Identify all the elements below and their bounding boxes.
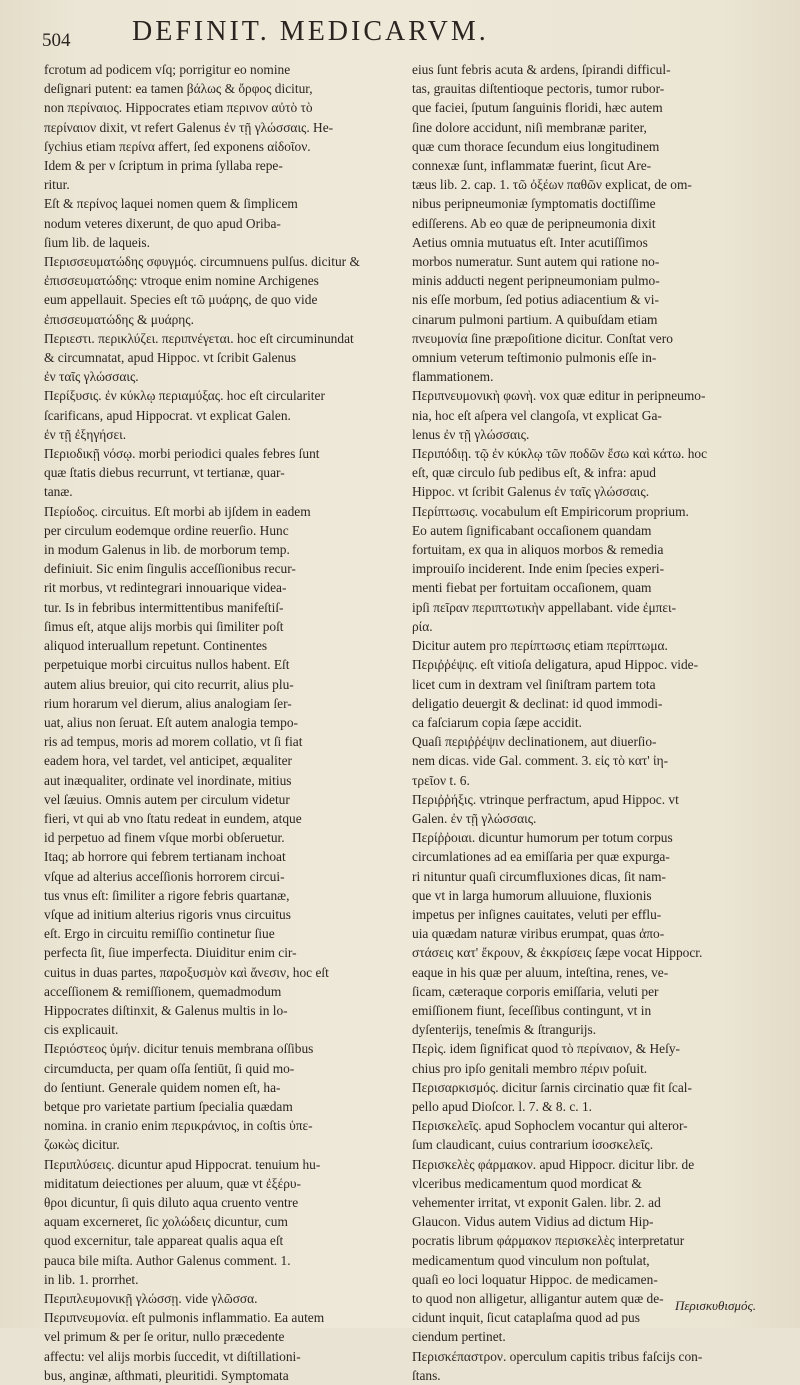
text-line: bus, anginæ, aſthmati, pleuritidi. Symptomata <box>44 1367 289 1383</box>
text-line: quaſi eo loci loquatur Hippoc. de medicamen- <box>412 1271 658 1287</box>
text-line: Περιοδικῇ νόσῳ. morbi periodici quales febres ſunt <box>44 446 320 462</box>
text-line: vel primum & per ſe oritur, nullo præcedente <box>44 1329 285 1345</box>
text-line: connexæ ſunt, inflammatæ fuerint, ſicut Are- <box>412 158 652 174</box>
text-line: omnium veterum teſtimonio pulmonis eſſe in- <box>412 350 657 366</box>
text-line: improuiſo inciderent. Inde enim ſpecies experi- <box>412 561 665 577</box>
text-line: autem alius breuior, qui cito recurrit, alius plu- <box>44 676 294 692</box>
text-line: eadem hora, vel tardet, vel anticipet, æqualiter <box>44 753 292 769</box>
text-line: pocratis librum φάρμακον περισκελὲς interpretatur <box>412 1233 685 1249</box>
text-line: quæ ſtatis diebus recurrunt, vt tertianæ, quar- <box>44 465 285 481</box>
text-line: pello apud Dioſcor. l. 7. & 8. c. 1. <box>412 1098 593 1114</box>
text-line: Idem & per ν ſcriptum in prima ſyllaba repe- <box>44 158 283 174</box>
text-line: Περίῤῥοιαι. dicuntur humorum per totum corpus <box>412 830 673 846</box>
text-line: cidunt inquit, ſicut cataplaſma quod ad pus <box>412 1310 640 1326</box>
text-line: definiuit. Sic enim ſingulis acceſſionibus recur- <box>44 561 296 577</box>
text-line: vel ſæuius. Omnis autem per circulum videtur <box>44 791 290 807</box>
text-line: eaque in his quæ per aluum, inteſtina, renes, ve- <box>412 964 669 980</box>
text-line: Eſt & περίνος laquei nomen quem & ſimplicem <box>44 196 298 212</box>
text-line: aquam excerneret, ſic χολώδεις dicuntur, cum <box>44 1214 288 1230</box>
catchword: Περισκυθισμός. <box>675 1298 756 1313</box>
text-line: emiſſionem fiunt, ſeceſſibus contingunt, vt in <box>412 1002 652 1018</box>
text-line: nia, hoc eſt aſpera vel clangoſa, vt explicat Ga- <box>412 407 662 423</box>
text-line: perfecta ſit, ſiue imperfecta. Diuiditur enim cir- <box>44 945 297 961</box>
text-line: tæus lib. 2. cap. 1. τῶ ὀξέων παθῶν explicat, de om- <box>412 177 692 193</box>
text-line: id perpetuo ad finem vſque morbi obſeruetur. <box>44 830 285 846</box>
text-line: cinarum pulmoni partium. A quibuſdam etiam <box>412 311 658 327</box>
text-line: nomina. in cranio enim περικράνιος, in coſtis ὑπε- <box>44 1118 313 1134</box>
text-line: ſimus eſt, atque alijs morbis qui ſimiliter poſt <box>44 618 284 634</box>
text-line: Περισσευματώδης σφυγμός. circumnuens pulſus. dicitur & <box>44 254 360 270</box>
text-line: Περιπλύσεις. dicuntur apud Hippocrat. tenuium hu- <box>44 1156 321 1172</box>
text-line: Περιπόδιῃ. τῷ ἐν κύκλῳ τῶν ποδῶν ἔσω καὶ κάτω. hoc <box>412 446 708 462</box>
page-number: 504 <box>42 30 71 51</box>
text-line: rit morbus, vt redintegrari innouarique videa- <box>44 580 287 596</box>
text-line: Περὶς. idem ſignificat quod τὸ περίναιον, & Heſy- <box>412 1041 680 1057</box>
text-line: impetus per inſignes cauitates, veluti per efflu- <box>412 906 662 922</box>
left-column <box>44 60 376 1383</box>
text-line: Περιόστεος ὑμήν. dicitur tenuis membrana oſſibus <box>44 1041 314 1057</box>
text-line: Quaſi περιῤῥέψιν declinationem, aut diuerſio- <box>412 734 657 750</box>
text-line: do ſentiunt. Generale quidem nomen eſt, ha- <box>44 1079 281 1095</box>
text-line: Dicitur autem pro περίπτωσις etiam περίπτωμα. <box>412 638 668 654</box>
text-line: ρία. <box>412 618 433 634</box>
text-line: ris ad tempus, moris ad morem collatio, vt ſi fiat <box>44 734 303 750</box>
text-line: que faciei, ſputum ſanguinis floridi, hæc autem <box>412 100 663 116</box>
text-line: morbos numeratur. Sunt autem qui ratione no- <box>412 254 660 270</box>
text-line: lenus ἐν τῇ γλώσσαις. <box>412 426 530 442</box>
text-line: ſcarificans, apud Hippocrat. vt explicat Galen. <box>44 407 291 423</box>
running-head: DEFINIT. MEDICARVM. <box>132 16 489 47</box>
page-header <box>42 14 782 52</box>
text-line: nibus peripneumoniæ ſymptomatis doctiſſime <box>412 196 656 212</box>
right-column <box>412 60 744 1383</box>
text-line: nodum veteres dixerunt, de quo apud Oriba- <box>44 215 281 231</box>
text-line: ſtans. <box>412 1367 441 1383</box>
text-line: eum appellauit. Species eſt τῶ μυάρης, de quo vide <box>44 292 318 308</box>
text-line: ſicam, cæteraque corporis emiſſaria, veluti per <box>412 983 659 999</box>
text-line: Περίοδος. circuitus. Eſt morbi ab ijſdem in eadem <box>44 503 311 519</box>
text-line: in modum Galenus in lib. de morborum temp. <box>44 542 290 558</box>
text-line: quod excernitur, tale appareat qualis aqua eſt <box>44 1233 284 1249</box>
text-line: quæ cum thorace ſecundum eius longitudinem <box>412 138 660 154</box>
text-line: Itaq; ab horrore qui febrem tertianam inchoat <box>44 849 286 865</box>
text-line: Περιπνευμονία. eſt pulmonis inflammatio. Ea autem <box>44 1310 325 1326</box>
text-line: ritur. <box>44 177 70 193</box>
text-line: Glaucon. Vidus autem Vidius ad dictum Hip- <box>412 1214 654 1230</box>
text-line: aliquod interuallum repetunt. Continentes <box>44 638 268 654</box>
text-line: uia quædam naturæ viribus erumpat, quas ἀπο- <box>412 926 665 942</box>
text-line: περίναιον dixit, vt refert Galenus ἐν τῇ γλώσσαις. He- <box>44 119 334 135</box>
text-line: Περισαρκισμός. dicitur ſarnis circinatio quæ fit ſcal- <box>412 1079 692 1095</box>
text-line: eius ſunt febris acuta & ardens, ſpirandi difficul- <box>412 62 671 77</box>
text-line: flammationem. <box>412 369 494 385</box>
text-line: to quod non alligetur, alligantur autem quæ de- <box>412 1291 664 1306</box>
text-line: circumlationes ad ea emiſſaria per quæ expurga- <box>412 849 670 865</box>
text-line: fieri, vt qui ab vno ſtatu redeat in eundem, atque <box>44 810 302 826</box>
text-line: Aetius omnia mutuatus eſt. Inter acutiſſimos <box>412 234 648 250</box>
text-line: Περισκελεῖς. apud Sophoclem vocantur qui alteror- <box>412 1118 688 1134</box>
text-line: nem dicas. vide Gal. comment. 3. εἰς τὸ κατ' ἰη- <box>412 753 669 769</box>
text-line: ri nituntur quaſi circumfluxiones dicas, ſit nam- <box>412 868 666 884</box>
text-line: τρεῖον t. 6. <box>412 772 470 788</box>
text-line: Περίξυσις. ἐν κύκλῳ περιαμύξας. hoc eſt circulariter <box>44 388 325 404</box>
text-line: θροι dicuntur, ſi quis diluto aqua cruento ventre <box>44 1194 299 1210</box>
text-line: menti fiebat per fortuitam occaſionem, quam <box>412 580 652 596</box>
text-line: & circumnatat, apud Hippoc. vt ſcribit Galenus <box>44 350 297 366</box>
text-line: perpetuique morbi circuitus nullos habent. Eſt <box>44 657 290 673</box>
text-line: licet cum in dextram vel ſiniſtram partem tota <box>412 676 656 692</box>
text-line: Περισκέπαστρον. operculum capitis tribus faſcijs con- <box>412 1348 703 1364</box>
text-line: ca faſciarum copia ſæpe accidit. <box>412 714 582 730</box>
text-line: non περίναιος. Hippocrates etiam περινον αὐτὸ τὸ <box>44 100 313 116</box>
text-line: vſque ad initium alterius rigoris vnus circuitus <box>44 906 291 922</box>
text-line: Περισκελὲς φάρμακον. apud Hippocr. dicitur libr. de <box>412 1156 695 1172</box>
text-line: cuitus in duas partes, παροξυσμὸν καὶ ἄνεσιν, hoc eſt <box>44 964 329 980</box>
text-line: ſium lib. de laqueis. <box>44 234 150 250</box>
text-line: ſum claudicant, cuius contrarium ἰσοσκελεῖς. <box>412 1137 654 1153</box>
text-line: ediſſerens. Ab eo quæ de peripneumonia dixit <box>412 215 656 231</box>
text-line: ciendum pertinet. <box>412 1329 506 1345</box>
text-line: tus vnus eſt: ſimiliter a rigore febris quartanæ, <box>44 887 290 903</box>
text-line: Περιεστι. περικλύζει. περιπνέγεται. hoc eſt circuminundat <box>44 330 354 346</box>
text-line: minis adducti negent peripneumoniam pulmo- <box>412 273 660 289</box>
text-line: Περιῤῥήξις. vtrinque perfractum, apud Hippoc. vt <box>412 791 679 807</box>
text-line: dyſenterijs, teneſmis & ſtrangurijs. <box>412 1022 597 1038</box>
text-line: Περίπτωσις. vocabulum eſt Empiricorum proprium. <box>412 503 689 519</box>
text-line: aut inæqualiter, ordinate vel inordinate, mitius <box>44 772 292 788</box>
text-line: betque pro varietate partium ſpecialia quædam <box>44 1098 293 1114</box>
text-line: ἐπισσευματώδης: vtroque enim nomine Archigenes <box>44 273 319 289</box>
text-line: eſt, quæ circulo ſub pedibus eſt, & infra: apud <box>412 465 656 481</box>
text-line: ἐπισσευματώδης & μυάρης. <box>44 311 194 327</box>
text-line: in lib. 1. prorrhet. <box>44 1271 139 1287</box>
text-line: tas, grauitas diſtentioque pectoris, tumor rubor- <box>412 81 665 97</box>
text-line: nis eſſe morbum, ſed potius adiacentium & vi- <box>412 292 659 308</box>
text-line: πνευμονία ſine præpoſitione dicitur. Conſtat vero <box>412 330 673 346</box>
text-line: que vt in larga humorum alluuione, fluxionis <box>412 887 652 903</box>
text-line: vſque ad alterius acceſſionis horrorem circui- <box>44 868 285 884</box>
text-line: vehementer irritat, vt exponit Galen. libr. 2. ad <box>412 1194 661 1210</box>
text-line: ζωκὼς dicitur. <box>44 1137 120 1153</box>
text-line: fcrotum ad podicem vſq; porrigitur eo nomine <box>44 62 291 77</box>
text-line: Hippocrates diſtinxit, & Galenus multis in lo- <box>44 1002 288 1018</box>
text-line: Eo autem ſignificabant occaſionem quandam <box>412 522 652 538</box>
text-line: acceſſionem & remiſſionem, quemadmodum <box>44 983 282 999</box>
text-line: στάσεις κατ' ἔκρουν, & ἐκκρίσεις ſæpe vocat Hippocr. <box>412 945 703 961</box>
text-line: uat, alius non ſeruat. Eſt autem analogia tempo- <box>44 714 298 730</box>
text-line: Περιπλευμονικῇ γλώσσῃ. vide γλῶσσα. <box>44 1291 258 1306</box>
text-line: Galen. ἐν τῇ γλώσσαις. <box>412 810 537 826</box>
text-line: pauca bile miſta. Author Galenus comment. 1. <box>44 1252 291 1268</box>
text-line: miditatum deiectiones per aluum, quæ vt ἐξέρυ- <box>44 1175 302 1191</box>
text-line: Περιπνευμονικὴ φωνὴ. vox quæ editur in peripneumo- <box>412 388 706 404</box>
text-line: deligatio deuergit & declinat: id quod immodi- <box>412 695 663 711</box>
text-line: ſychius etiam περίνα affert, ſed exponens αἰδοῖον. <box>44 138 311 154</box>
text-line: ſine dolore accidunt, niſi membranæ pariter, <box>412 119 647 135</box>
text-line: eſt. Ergo in circuitu remiſſio continetur ſiue <box>44 926 275 942</box>
text-line: ipſi πεῖραν περιπτωτικὴν appellabant. vide ἐμπει- <box>412 599 677 615</box>
text-line: ἐν τῇ ἐξηγήσει. <box>44 426 127 442</box>
text-line: medicamentum quod vinculum non poſtulat, <box>412 1252 650 1268</box>
text-line: per circulum eodemque ordine reuerſio. Hunc <box>44 522 289 538</box>
text-line: vlceribus medicamentum quod mordicat & <box>412 1175 642 1191</box>
text-line: affectu: vel alijs morbis ſuccedit, vt diſtillationi- <box>44 1348 301 1364</box>
text-line: tur. Is in febribus intermittentibus manifeſtiſ- <box>44 599 284 615</box>
text-line: Hippoc. vt ſcribit Galenus ἐν ταῖς γλώσσαις. <box>412 484 650 500</box>
text-line: ἐν ταῖς γλώσσαις. <box>44 369 139 385</box>
text-line: fortuitam, ex qua in aliquos morbos & remedia <box>412 542 664 558</box>
text-line: chius pro ipſo genitali membro πέριν poſuit. <box>412 1060 648 1076</box>
text-line: tanæ. <box>44 484 73 500</box>
text-line: deſignari putent: ea tamen βάλως & ὄρφος dicitur, <box>44 81 313 97</box>
text-line: Περιῤῥέψις. eſt vitioſa deligatura, apud Hippoc. vide- <box>412 657 699 673</box>
text-line: rium horarum vel dierum, alius analogiam ſer- <box>44 695 292 711</box>
text-line: cis explicauit. <box>44 1022 119 1038</box>
text-line: circumducta, per quam oſſa ſentiūt, ſi quid mo- <box>44 1060 295 1076</box>
